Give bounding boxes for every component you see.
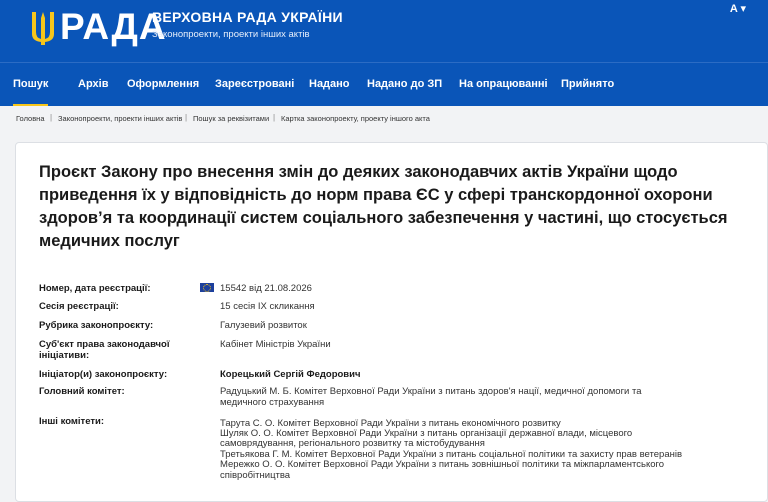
- trident-logo-icon[interactable]: [30, 10, 56, 46]
- session-label: Сесія реєстрації:: [39, 301, 119, 312]
- nav-item-registered[interactable]: Зареєстровані: [215, 78, 295, 90]
- rubric-value: Галузевий розвиток: [220, 320, 307, 331]
- initiator-label: Ініціатор(и) законопроєкту:: [39, 369, 168, 380]
- subject-value: Кабінет Міністрів України: [220, 339, 331, 350]
- font-size-toggle[interactable]: [730, 2, 746, 15]
- rubric-label: Рубрика законопроєкту:: [39, 320, 154, 331]
- nav-item-provided-to-zp[interactable]: Надано до ЗП: [367, 78, 443, 90]
- site-organization: ВЕРХОВНА РАДА УКРАЇНИ: [152, 9, 343, 25]
- other-committees-label: Інші комітети:: [39, 416, 105, 427]
- nav-item-archive[interactable]: Архів: [78, 78, 109, 90]
- other-committee-4: Мережко О. О. Комітет Верховної Ради України з питань зовнішньої політики та міжпарламентського: [220, 459, 665, 470]
- breadcrumb-separator-icon: |: [50, 113, 53, 122]
- nav-item-search[interactable]: Пошук: [13, 63, 48, 107]
- breadcrumb-current: Картка законопроекту, проекту іншого акта: [281, 114, 430, 123]
- nav-item-adopted[interactable]: Прийнято: [561, 78, 615, 90]
- bill-card: [15, 142, 768, 502]
- breadcrumb-home[interactable]: Головна: [16, 114, 45, 123]
- main-committee-line2: медичного страхування: [220, 397, 325, 408]
- other-committee-2: Шуляк О. О. Комітет Верховної Ради України з питань організації державної влади, місцевого: [220, 428, 633, 439]
- breadcrumb-separator-icon: |: [185, 113, 188, 122]
- main-committee-label: Головний комітет:: [39, 386, 125, 397]
- other-committee-2-cont: самоврядування, регіонального розвитку та містобудування: [220, 438, 485, 449]
- reg-value: 15542 від 21.08.2026: [220, 283, 312, 294]
- breadcrumb-bills[interactable]: Законопроекти, проекти інших актів: [58, 114, 183, 123]
- site-subtitle: Законопроекти, проекти інших актів: [152, 29, 310, 40]
- bill-title: Проєкт Закону про внесення змін до деяких законодавчих актів України щодо приведення їх у відповідність до норм права ЄС у сфері транскордонної охорони здоров’я та координації систем соціального забезпечення у частині, що стосується медичних послуг: [39, 163, 728, 250]
- site-brand[interactable]: РАДА: [60, 6, 167, 47]
- other-committee-4-cont: співробітництва: [220, 470, 291, 481]
- main-committee-line1: Радуцький М. Б. Комітет Верховної Ради України з питань здоров'я нації, медичної допомоги та: [220, 386, 642, 397]
- eu-flag-icon: [200, 283, 214, 292]
- other-committee-3: Третьякова Г. М. Комітет Верховної Ради України з питань соціальної політики та захисту прав ветеранів: [220, 449, 683, 460]
- subject-label-line1: Суб'єкт права законодавчої: [39, 339, 170, 350]
- breadcrumb-separator-icon: |: [273, 113, 276, 122]
- subject-label-line2: ініціативи:: [39, 350, 90, 361]
- main-nav: [0, 62, 768, 106]
- breadcrumb-search[interactable]: Пошук за реквізитами: [193, 114, 270, 123]
- nav-item-in-progress[interactable]: На опрацюванні: [459, 78, 548, 90]
- site-header: [0, 0, 768, 62]
- nav-item-provided[interactable]: Надано: [309, 78, 350, 90]
- reg-label: Номер, дата реєстрації:: [39, 283, 151, 294]
- nav-item-formalization[interactable]: Оформлення: [127, 78, 200, 90]
- initiator-value[interactable]: Корецький Сергій Федорович: [220, 369, 361, 380]
- chevron-down-icon: ▾: [740, 3, 746, 15]
- breadcrumb: [0, 106, 768, 132]
- font-size-label: A: [729, 3, 738, 15]
- session-value: 15 сесія IX скликання: [220, 301, 315, 312]
- other-committee-1: Тарута С. О. Комітет Верховної Ради України з питань економічного розвитку: [220, 418, 561, 429]
